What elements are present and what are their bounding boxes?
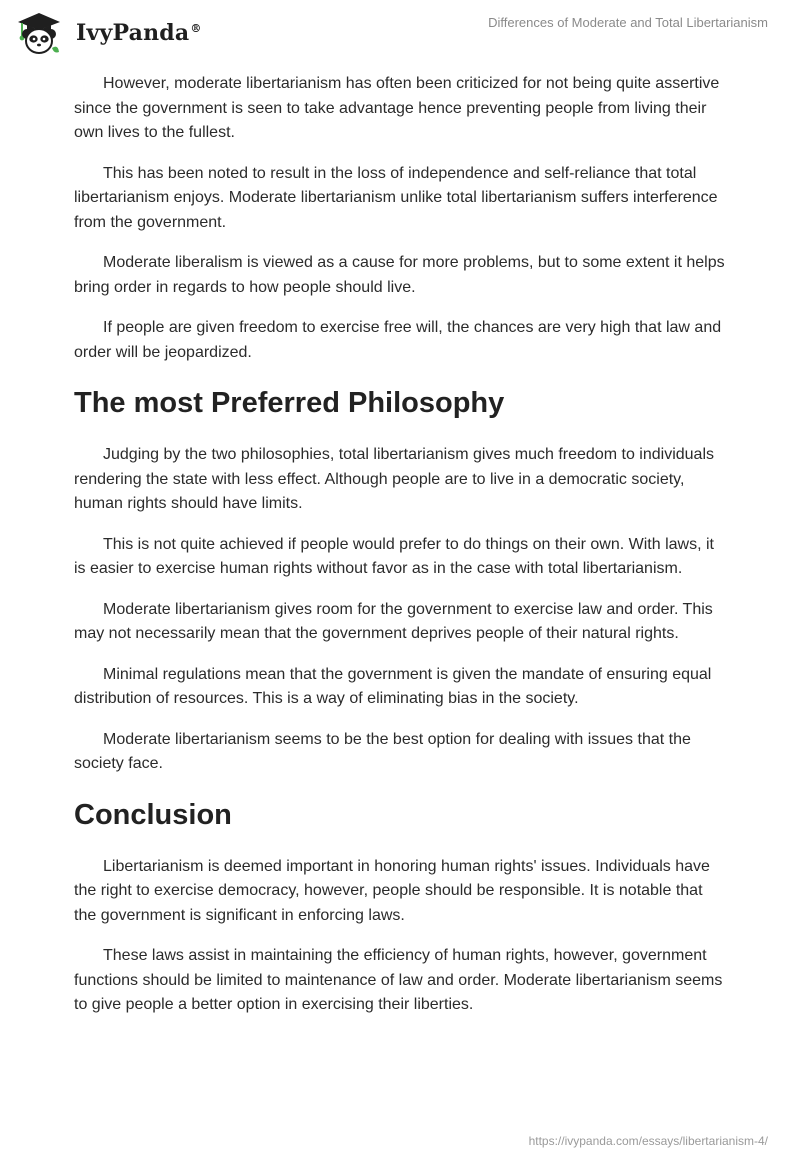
paragraph: Moderate libertarianism gives room for the government to exercise law and order. This may not necessarily mean that the government deprives people of their natural rights.: [74, 600, 713, 642]
source-url[interactable]: https://ivypanda.com/essays/libertarianism-4/: [528, 1134, 768, 1148]
paragraph: This is not quite achieved if people would prefer to do things on their own. With laws, it is easier to exercise human rights without favor as in the case with total libertarianism.: [74, 535, 714, 577]
paragraph: Minimal regulations mean that the government is given the mandate of ensuring equal distribution of resources. This is a way of eliminating bias in the society.: [74, 665, 712, 707]
essay-content: [74, 72, 726, 1034]
page-header: [0, 0, 800, 68]
logo[interactable]: [14, 8, 202, 58]
paragraph: If people are given freedom to exercise free will, the chances are very high that law and order will be jeopardized.: [74, 319, 722, 361]
section-heading-preferred-philosophy: The most Preferred Philosophy: [74, 387, 505, 419]
paragraph: Judging by the two philosophies, total libertarianism gives much freedom to individuals rendering the state with less effect. Although people are to live in a democratic society, human rights should have limits.: [74, 446, 714, 512]
document-title: Differences of Moderate and Total Libertarianism: [488, 15, 768, 30]
paragraph: Moderate libertarianism seems to be the best option for dealing with issues that the society face.: [74, 730, 691, 772]
paragraph: These laws assist in maintaining the efficiency of human rights, however, government functions should be limited to maintenance of law and order. Moderate libertarianism seems to give people a better option in exercising their liberties.: [74, 947, 723, 1013]
registered-mark: ®: [190, 21, 202, 35]
paragraph: This has been noted to result in the loss of independence and self-reliance that total libertarianism enjoys. Moderate libertarianism unlike total libertarianism suffers interference from the government.: [74, 164, 718, 231]
panda-logo-icon: [14, 8, 64, 58]
paragraph: Libertarianism is deemed important in honoring human rights' issues. Individuals have the right to exercise democracy, however, people should be responsible. It is notable that the government is significant in enforcing laws.: [74, 857, 710, 924]
paragraph: Moderate liberalism is viewed as a cause for more problems, but to some extent it helps bring order in regards to how people should live.: [74, 254, 725, 296]
paragraph: However, moderate libertarianism has often been criticized for not being quite assertive since the government is seen to take advantage hence preventing people from living their own lives to the fullest.: [74, 75, 720, 141]
section-heading-conclusion: Conclusion: [74, 798, 232, 831]
logo-text: IvyPanda®: [76, 20, 202, 46]
